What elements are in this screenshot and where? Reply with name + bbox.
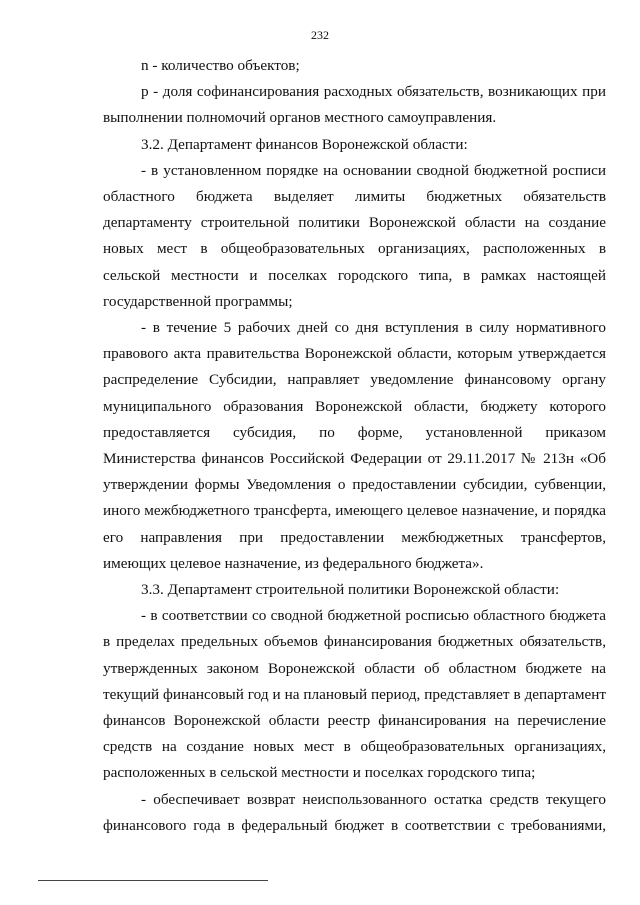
paragraph-registry: - в соответствии со сводной бюджетной росписью областного бюджета в пределах предельных объемов финансирования бюджетных обязательств, утвержденных законом Воронежской области об областном бюджете на текущий финансовый год и на плановый период, представляет в департамент финансов Воронежской области реестр финансирования на перечисление средств на создание новых мест в общеобразовательных организациях, расположенных в сельской местности и поселках городского типа;: [103, 607, 606, 782]
paragraph-n-definition: n - количество объектов;: [141, 57, 300, 74]
section-heading-3-2: 3.2. Департамент финансов Воронежской области:: [141, 135, 468, 153]
paragraph-p-definition: p - доля софинансирования расходных обязательств, возникающих при выполнении полномочий органов местного самоуправления.: [103, 83, 606, 127]
paragraph-return-funds: - обеспечивает возврат неиспользованного остатка средств текущего финансового года в федеральный бюджет в соответствии с требованиями,: [103, 790, 606, 834]
paragraph-limits: - в установленном порядке на основании сводной бюджетной росписи областного бюджета выделяет лимиты бюджетных обязательств департаменту строительной политики Воронежской области на создание новых мест в общеобразовательных организациях, расположенных в сельской местности и поселках городского типа, в рамках настоящей государственной программы;: [103, 161, 606, 310]
footer-divider: [38, 880, 268, 881]
document-body: [103, 53, 606, 839]
paragraph-notification: - в течение 5 рабочих дней со дня вступления в силу нормативного правового акта правительства Воронежской области, которым утверждается распределение Субсидии, направляет уведомление финансовому органу муниципального образования Воронежской области, бюджету которого предоставляется субсидия, по форме, установленной приказом Министерства финансов Российской Федерации от 29.11.2017 № 213н «Об утверждении формы Уведомления о предоставлении субсидии, субвенции, иного межбюджетного трансферта, имеющего целевое назначение, и порядка его направления при предоставлении межбюджетных трансфертов, имеющих целевое назначение, из федерального бюджета».: [103, 319, 606, 572]
page-number: 232: [311, 28, 329, 42]
section-heading-3-3: 3.3. Департамент строительной политики Воронежской области:: [141, 581, 560, 599]
